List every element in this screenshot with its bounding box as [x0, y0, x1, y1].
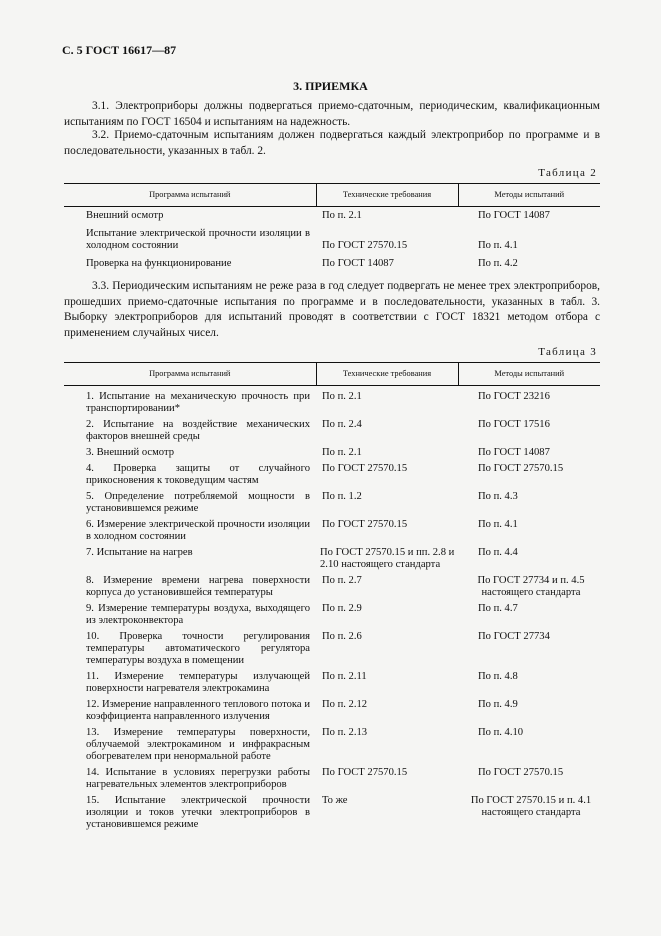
table-3-label: Таблица 3: [538, 346, 597, 358]
table-row: [64, 386, 600, 418]
table-row: [64, 417, 600, 445]
table-cell-program: 7. Испытание на нагрев: [86, 547, 193, 558]
table-cell-methods: По п. 4.1: [478, 240, 518, 251]
table-cell-methods: По ГОСТ 27734 и п. 4.5 настоящего стандарта: [477, 575, 585, 598]
table-cell-requirements: По п. 2.13: [322, 727, 368, 738]
table-cell-requirements: По п. 2.1: [322, 447, 362, 458]
table-row: [64, 445, 600, 461]
table-cell-requirements: По п. 2.7: [322, 575, 362, 586]
table-row: [64, 489, 600, 517]
table-2-header-program: Программа испытаний: [64, 184, 316, 207]
table-2-header-row: [64, 184, 600, 207]
table-cell-program: 10. Проверка точности регулирования температуры автоматического регулятора температуры воздуха в помещении: [86, 631, 310, 666]
table-cell-methods: По ГОСТ 23216: [478, 391, 550, 402]
table-2-label: Таблица 2: [538, 167, 597, 179]
paragraph-3-2: 3.2. Приемо-сдаточным испытаниям должен подвергаться каждый электроприбор по программе и в последовательности, указанных в табл. 2.: [64, 129, 600, 157]
table-2-header-requirements: Технические требования: [316, 184, 458, 207]
table-cell-methods: По п. 4.1: [478, 519, 518, 530]
table-cell-program: 2. Испытание на воздействие механических факторов внешней среды: [86, 419, 310, 442]
table-3-header-program: Программа испытаний: [64, 363, 316, 386]
table-row: [64, 793, 600, 833]
table-3-header-methods: Методы испытаний: [458, 363, 600, 386]
table-cell-requirements: По ГОСТ 27570.15 и пп. 2.8 и 2.10 настоящего стандарта: [320, 547, 455, 570]
table-cell-program: 13. Измерение температуры поверхности, облучаемой электрокамином и инфракрасным обогревателем при ненормальной работе: [86, 727, 310, 762]
table-cell-methods: По п. 4.7: [478, 603, 518, 614]
table-cell-program: 1. Испытание на механическую прочность при транспортировании*: [86, 391, 310, 414]
table-cell-methods: По п. 4.4: [478, 547, 518, 558]
table-cell-methods: По п. 4.2: [478, 258, 518, 269]
section-title: 3. ПРИЕМКА: [293, 79, 368, 93]
table-3-header-requirements: Технические требования: [316, 363, 458, 386]
table-3-body: [64, 386, 600, 834]
table-cell-program: Проверка на функционирование: [86, 258, 232, 269]
table-cell-methods: По ГОСТ 14087: [478, 447, 550, 458]
table-row: [64, 517, 600, 545]
table-cell-requirements: По п. 2.1: [322, 210, 362, 221]
table-cell-requirements: По п. 2.9: [322, 603, 362, 614]
table-cell-requirements: По ГОСТ 27570.15: [322, 767, 408, 778]
table-cell-program: Внешний осмотр: [86, 210, 164, 221]
table-cell-requirements: По ГОСТ 27570.15: [322, 519, 408, 530]
table-cell-methods: По п. 4.3: [478, 491, 518, 502]
table-row: [64, 697, 600, 725]
table-cell-requirements: По ГОСТ 27570.15: [322, 463, 408, 474]
table-cell-methods: По п. 4.9: [478, 699, 518, 710]
table-cell-methods: По ГОСТ 27570.15: [478, 463, 564, 474]
table-cell-program: Испытание электрической прочности изоляции в холодном состоянии: [86, 228, 310, 251]
table-cell-requirements: По п. 2.4: [322, 419, 362, 430]
paragraph-3-3: 3.3. Периодическим испытаниям не реже раза в год следует подвергать не менее трех электроприборов, прошедших приемо-сдаточные испытания по программе и в последовательности, указанных в табл. 3. Выборку электроприборов для испытаний проводят в соответствии с ГОСТ 18321 методом отбора с применением случайных чисел.: [64, 280, 600, 339]
table-cell-requirements: То же: [322, 795, 348, 806]
table-row: [64, 207, 600, 226]
table-cell-methods: По ГОСТ 27734: [478, 631, 550, 642]
table-cell-program: 12. Измерение направленного теплового потока и коэффициента направленного излучения: [86, 699, 310, 722]
table-cell-program: 8. Измерение времени нагрева поверхности корпуса до установившейся температуры: [86, 575, 310, 598]
table-cell-methods: По ГОСТ 14087: [478, 210, 550, 221]
table-cell-requirements: По п. 2.1: [322, 391, 362, 402]
table-row: [64, 255, 600, 273]
table-cell-requirements: По ГОСТ 27570.15: [322, 240, 408, 251]
table-cell-methods: По ГОСТ 27570.15 и п. 4.1 настоящего стандарта: [470, 795, 592, 818]
table-row: [64, 725, 600, 765]
table-cell-program: 5. Определение потребляемой мощности в установившемся режиме: [86, 491, 310, 514]
table-3: [64, 362, 600, 833]
table-cell-requirements: По ГОСТ 14087: [322, 258, 394, 269]
paragraph-3-1: 3.1. Электроприборы должны подвергаться приемо-сдаточным, периодическим, квалификационным испытаниям по ГОСТ 16504 и испытаниям на надежность.: [64, 100, 600, 128]
table-cell-requirements: По п. 2.6: [322, 631, 362, 642]
table-cell-program: 14. Испытание в условиях перегрузки работы нагревательных элементов электроприборов: [86, 767, 310, 790]
table-row: [64, 601, 600, 629]
table-2-header-methods: Методы испытаний: [458, 184, 600, 207]
table-cell-methods: По п. 4.8: [478, 671, 518, 682]
table-cell-requirements: По п. 1.2: [322, 491, 362, 502]
table-row: [64, 765, 600, 793]
table-cell-methods: По ГОСТ 27570.15: [478, 767, 564, 778]
table-cell-requirements: По п. 2.11: [322, 671, 367, 682]
table-cell-program: 11. Измерение температуры излучающей поверхности нагревателя электрокамина: [86, 671, 310, 694]
table-cell-program: 15. Испытание электрической прочности изоляции и токов утечки электроприборов в установившемся режиме: [86, 795, 310, 830]
table-3-header-row: [64, 363, 600, 386]
table-cell-methods: По ГОСТ 17516: [478, 419, 550, 430]
table-cell-program: 3. Внешний осмотр: [86, 447, 175, 458]
table-cell-program: 9. Измерение температуры воздуха, выходящего из электроконвектора: [86, 603, 310, 626]
table-cell-program: 4. Проверка защиты от случайного прикосновения к токоведущим частям: [86, 463, 310, 486]
table-row: [64, 669, 600, 697]
table-row: [64, 573, 600, 601]
table-2: [64, 183, 600, 273]
table-cell-methods: По п. 4.10: [478, 727, 524, 738]
table-row: [64, 545, 600, 573]
table-cell-requirements: По п. 2.12: [322, 699, 368, 710]
table-cell-program: 6. Измерение электрической прочности изоляции в холодном состоянии: [86, 519, 310, 542]
page-header: С. 5 ГОСТ 16617—87: [62, 43, 177, 57]
table-row: [64, 225, 600, 255]
table-row: [64, 629, 600, 669]
table-row: [64, 461, 600, 489]
